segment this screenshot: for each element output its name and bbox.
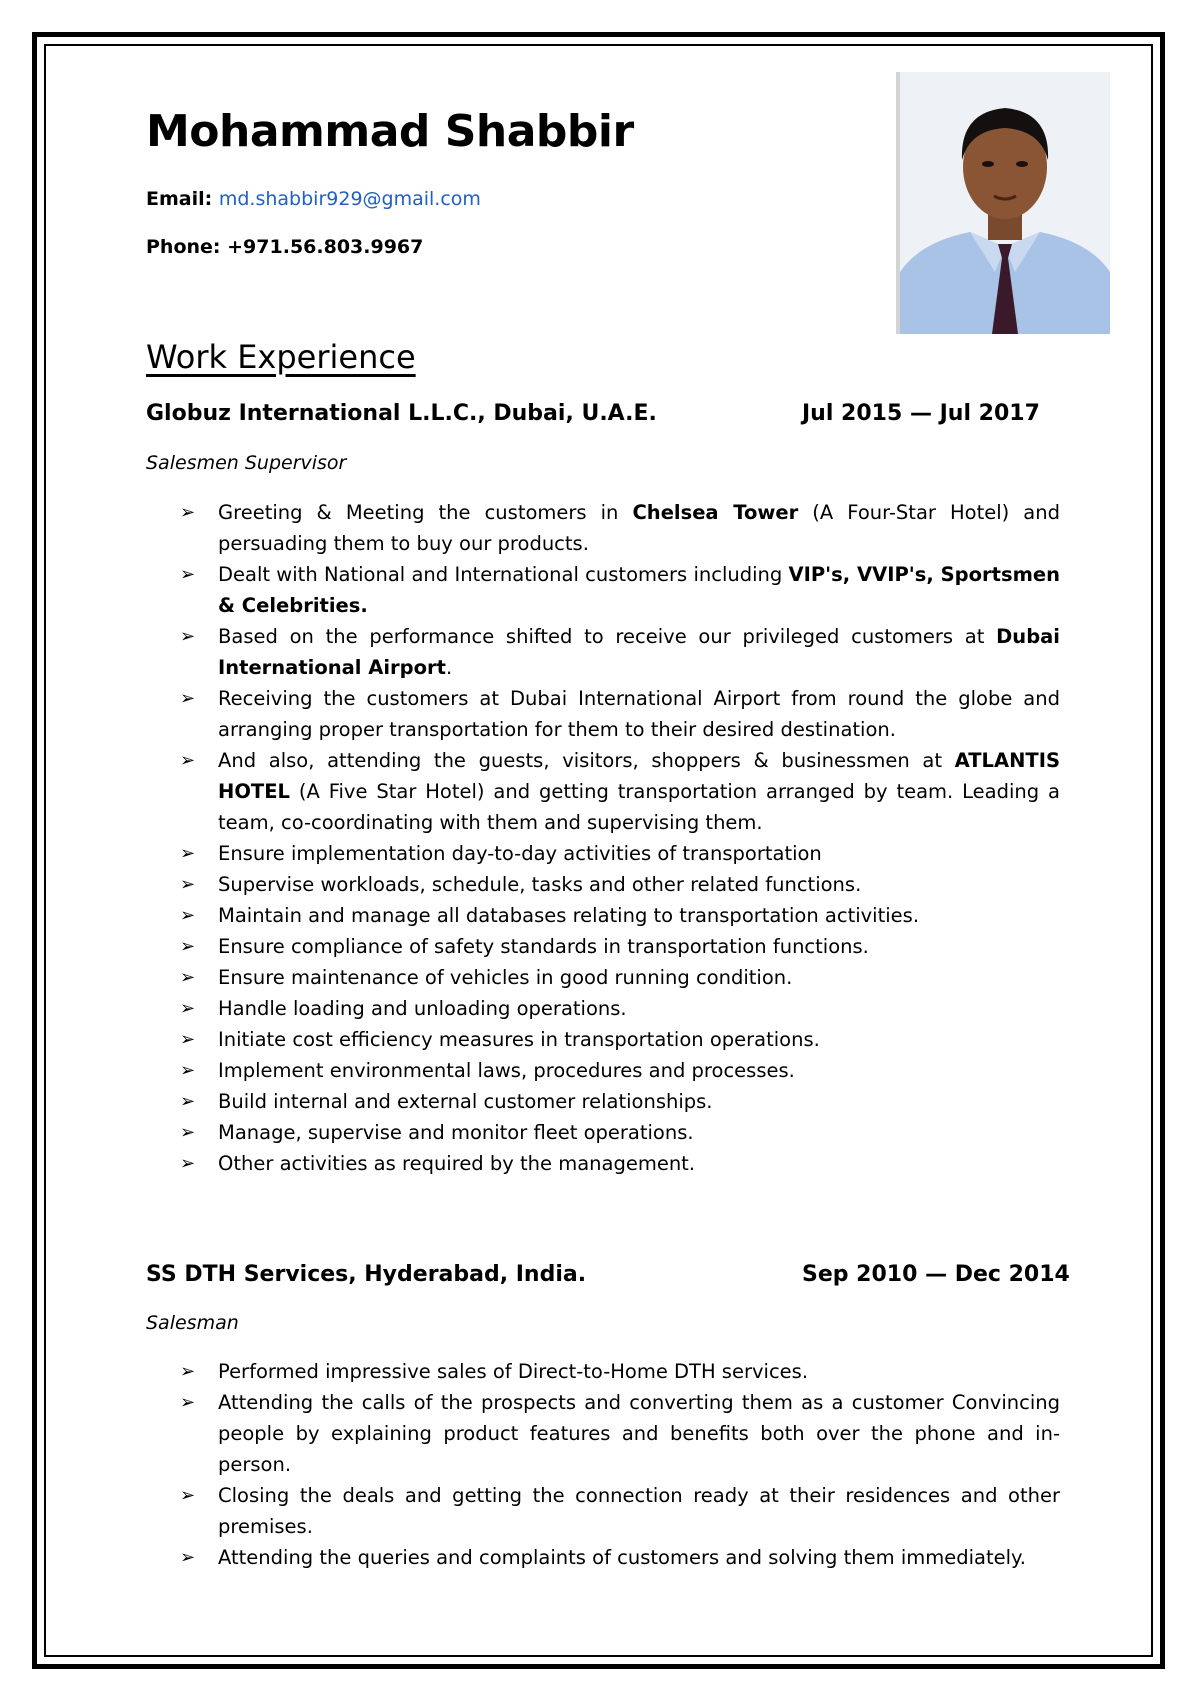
- arrow-bullet-icon: ➢: [180, 1485, 196, 1506]
- job-bullet-item: ➢ Supervise workloads, schedule, tasks and other related functions.: [180, 869, 1060, 900]
- arrow-bullet-icon: ➢: [180, 1060, 196, 1081]
- arrow-bullet-icon: ➢: [180, 1091, 196, 1112]
- job-bullet-item: ➢ Other activities as required by the management.: [180, 1148, 1060, 1179]
- job-bullet-item: ➢ Performed impressive sales of Direct-to-Home DTH services.: [180, 1356, 1060, 1387]
- arrow-bullet-icon: ➢: [180, 1029, 196, 1050]
- arrow-bullet-icon: ➢: [180, 905, 196, 926]
- arrow-bullet-icon: ➢: [180, 1153, 196, 1174]
- arrow-bullet-icon: ➢: [180, 688, 196, 709]
- arrow-bullet-icon: ➢: [180, 967, 196, 988]
- job-company: SS DTH Services, Hyderabad, India.: [146, 1262, 587, 1287]
- arrow-bullet-icon: ➢: [180, 1392, 196, 1413]
- job-bullet-list: [180, 497, 1060, 1179]
- job-bullet-item: ➢ Ensure maintenance of vehicles in good running condition.: [180, 962, 1060, 993]
- job-bullet-item: ➢ Ensure implementation day-to-day activities of transportation: [180, 838, 1060, 869]
- job-bullet-item: ➢ Initiate cost efficiency measures in transportation operations.: [180, 1024, 1060, 1055]
- applicant-name: Mohammad Shabbir: [146, 106, 634, 157]
- arrow-bullet-icon: ➢: [180, 750, 196, 771]
- job-bullet-item: ➢ Ensure compliance of safety standards in transportation functions.: [180, 931, 1060, 962]
- arrow-bullet-icon: ➢: [180, 1361, 196, 1382]
- job-bullet-item: ➢ Attending the calls of the prospects and converting them as a customer Convincing people by explaining product features and benefits both over the phone and in-person.: [180, 1387, 1060, 1480]
- arrow-bullet-icon: ➢: [180, 843, 196, 864]
- arrow-bullet-icon: ➢: [180, 936, 196, 957]
- job-bullet-list: [180, 1356, 1060, 1573]
- job-dates: Sep 2010 — Dec 2014: [802, 1262, 1070, 1287]
- job-bullet-item: ➢ Maintain and manage all databases relating to transportation activities.: [180, 900, 1060, 931]
- arrow-bullet-icon: ➢: [180, 564, 196, 585]
- job-bullet-item: ➢ Receiving the customers at Dubai International Airport from round the globe and arranging proper transportation for them to their desired destination.: [180, 683, 1060, 745]
- arrow-bullet-icon: ➢: [180, 626, 196, 647]
- job-bullet-item: ➢ Dealt with National and International customers including VIP's, VVIP's, Sportsmen & Celebrities.: [180, 559, 1060, 621]
- job-header: [146, 1262, 1070, 1287]
- arrow-bullet-icon: ➢: [180, 502, 196, 523]
- phone-label: Phone:: [146, 236, 221, 258]
- email-label: Email:: [146, 188, 213, 210]
- job-bullet-item: ➢ Based on the performance shifted to receive our privileged customers at Dubai International Airport.: [180, 621, 1060, 683]
- bullet-emphasis: ATLANTIS HOTEL: [218, 749, 1060, 803]
- arrow-bullet-icon: ➢: [180, 1547, 196, 1568]
- job-bullet-item: ➢ Build internal and external customer relationships.: [180, 1086, 1060, 1117]
- arrow-bullet-icon: ➢: [180, 998, 196, 1019]
- phone-line: [146, 236, 423, 258]
- section-title-work-experience: Work Experience: [146, 338, 416, 376]
- phone-value: +971.56.803.9967: [227, 236, 424, 258]
- job-bullet-item: ➢ Attending the queries and complaints of customers and solving them immediately.: [180, 1542, 1060, 1573]
- arrow-bullet-icon: ➢: [180, 1122, 196, 1143]
- bullet-emphasis: VIP's, VVIP's, Sportsmen & Celebrities.: [218, 563, 1060, 617]
- job-header: [146, 401, 1066, 426]
- bullet-emphasis: Chelsea Tower: [632, 501, 799, 524]
- job-bullet-item: ➢ Implement environmental laws, procedures and processes.: [180, 1055, 1060, 1086]
- job-bullet-item: ➢ And also, attending the guests, visitors, shoppers & businessmen at ATLANTIS HOTEL (A Five Star Hotel) and getting transportation arranged by team. Leading a team, co-coordinating with them and supervising them.: [180, 745, 1060, 838]
- job-role: Salesmen Supervisor: [146, 452, 347, 474]
- profile-photo: [900, 72, 1110, 334]
- job-role: Salesman: [146, 1312, 239, 1334]
- job-dates: Jul 2015 — Jul 2017: [802, 401, 1040, 426]
- job-bullet-item: ➢ Closing the deals and getting the connection ready at their residences and other premises.: [180, 1480, 1060, 1542]
- profile-photo-portrait: [900, 72, 1110, 334]
- job-bullet-item: ➢ Handle loading and unloading operations.: [180, 993, 1060, 1024]
- job-bullet-item: ➢ Greeting & Meeting the customers in Chelsea Tower (A Four-Star Hotel) and persuading them to buy our products.: [180, 497, 1060, 559]
- email-line: [146, 188, 481, 210]
- job-company: Globuz International L.L.C., Dubai, U.A.E.: [146, 401, 657, 426]
- arrow-bullet-icon: ➢: [180, 874, 196, 895]
- email-link[interactable]: md.shabbir929@gmail.com: [218, 188, 481, 210]
- job-bullet-item: ➢ Manage, supervise and monitor fleet operations.: [180, 1117, 1060, 1148]
- bullet-emphasis: Dubai International Airport: [218, 625, 1060, 679]
